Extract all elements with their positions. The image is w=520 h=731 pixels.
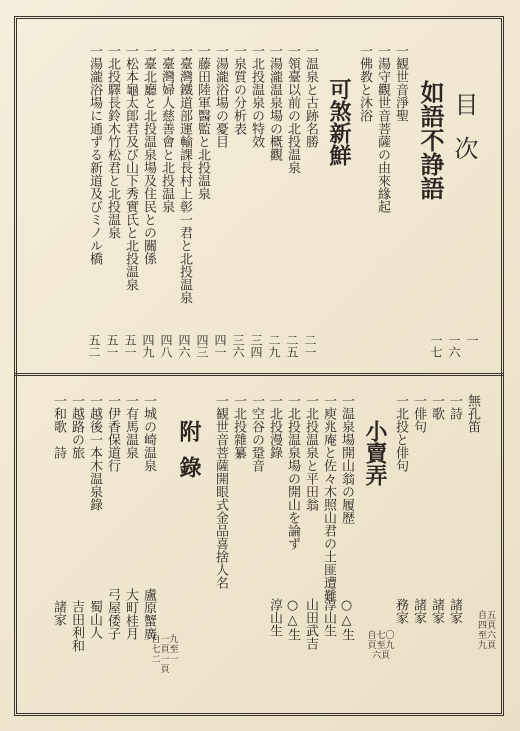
page-number: 二九 — [267, 334, 281, 358]
author: 務家 — [393, 598, 408, 624]
toc-item: 一俳句 — [411, 394, 426, 433]
author: 吉田利和 — [69, 600, 84, 652]
page-number: 二五 — [285, 334, 299, 358]
page-number: 四八 — [159, 334, 173, 358]
page-number: 五一 — [105, 334, 119, 358]
toc-item: 一北投温泉場の開山を論ず — [285, 394, 300, 550]
page-number: 四六 — [177, 334, 191, 358]
toc-item: 一藤田陸軍醫監と北投温泉 — [195, 44, 210, 200]
page-number: 三六 — [231, 334, 245, 358]
section-title-2: 可煞新鮮 — [326, 78, 352, 166]
page-number: 四一 — [213, 334, 227, 358]
toc-item: 一湯守觀世音菩薩の由來緣起 — [375, 44, 390, 213]
author: 淳山生 — [267, 598, 282, 637]
author: ○△生 — [339, 598, 354, 641]
page-number: 五二 — [87, 334, 101, 358]
toc-item: 一観世音菩薩開眼式金品喜捨人名 — [213, 394, 228, 589]
toc-item: 一越後一本木温泉錄 — [87, 394, 102, 511]
toc-item: 一泉質の分析表 — [231, 44, 246, 135]
author: 弓屋倭子 — [105, 588, 120, 640]
toc-item: 一松本龜太郎君及び山下秀實氏と北投温泉 — [123, 44, 138, 291]
author: 盧原蟹廣 — [141, 588, 156, 640]
page-number: 五一 — [123, 334, 137, 358]
toc-heading: 目次 — [450, 92, 478, 180]
toc-item: 一城の崎温泉 — [141, 394, 156, 472]
toc-item: 一北投温泉の特效 — [249, 44, 264, 148]
author: 諸家 — [447, 598, 462, 624]
section-title-4: 附錄 — [176, 420, 202, 492]
page-number: 一六 — [447, 334, 461, 358]
toc-item: 一和歌 詩 — [51, 394, 66, 459]
author: ○△生 — [285, 598, 300, 641]
page-number: 一 — [465, 334, 479, 346]
page-number: 三四 — [249, 334, 263, 358]
toc-item: 一湯瀧浴場に通ずる新道及びミノル橋 — [87, 44, 102, 265]
section-title-1: 如語不諍語 — [416, 80, 445, 200]
author: 諸家 — [51, 600, 66, 626]
page-number: 四九 — [141, 334, 155, 358]
toc-item: 一北投雜纂 — [231, 394, 246, 459]
toc-item: 一佛教と沐浴 — [357, 44, 372, 122]
toc-item: 一領臺以前の北投温泉 — [285, 44, 300, 174]
toc-item: 一臺北廳と北投温泉場及住民との關係 — [141, 44, 156, 265]
toc-item: 一北投漫錄 — [267, 394, 282, 459]
author: 山田武吉 — [303, 598, 318, 650]
toc-item: 一伊香保道行 — [105, 394, 120, 472]
toc-item: 一庾兆庵と佐々木照山君の土匪遭難 — [321, 394, 336, 602]
toc-item: 一有馬温泉 — [123, 394, 138, 459]
page-range: 自七〇頁至九六頁 — [367, 631, 395, 661]
page-number: 二一 — [303, 334, 317, 358]
toc-item: 一北投驛長鈴木竹松君と北投温泉 — [105, 44, 120, 239]
author: 淳山生 — [321, 598, 336, 637]
page-number: 四三 — [195, 334, 209, 358]
page-number: 一七 — [429, 334, 443, 358]
toc-item: 一臺灣婦人慈善會と北投温泉 — [159, 44, 174, 213]
section-divider — [14, 373, 504, 376]
toc-item: 一詩 — [447, 394, 462, 420]
page-range: 自一九七頁至二一一頁 — [151, 635, 179, 675]
author: 諸家 — [411, 598, 426, 624]
author: 諸家 — [429, 598, 444, 624]
toc-item: 一歌 — [429, 394, 444, 420]
toc-item: 一温泉場開山翁の履歴 — [339, 394, 354, 524]
toc-item: 一北投温泉と平田翁 — [303, 394, 318, 511]
toc-item: 一湯瀧温泉場の概觀 — [267, 44, 282, 161]
author: 大町桂月 — [123, 588, 138, 640]
section-title-3: 小賣弄 — [362, 420, 388, 486]
toc-item: 一湯瀧浴場の憂目 — [213, 44, 228, 148]
toc-item: 一北投と俳句 — [393, 394, 408, 472]
toc-item: 一温泉と古跡名勝 — [303, 44, 318, 148]
toc-item: 無孔笛 — [465, 394, 480, 433]
author: 蜀山人 — [87, 600, 102, 639]
toc-item: 一観世音淨聖 — [393, 44, 408, 122]
toc-item: 一臺灣鐵道部運輸課長村上彰一君と北投温泉 — [177, 44, 192, 304]
page-range: 自五四頁至六九頁 — [477, 611, 496, 651]
toc-item: 一越路の旅 — [69, 394, 84, 459]
toc-item: 一空谷の跫音 — [249, 394, 264, 472]
